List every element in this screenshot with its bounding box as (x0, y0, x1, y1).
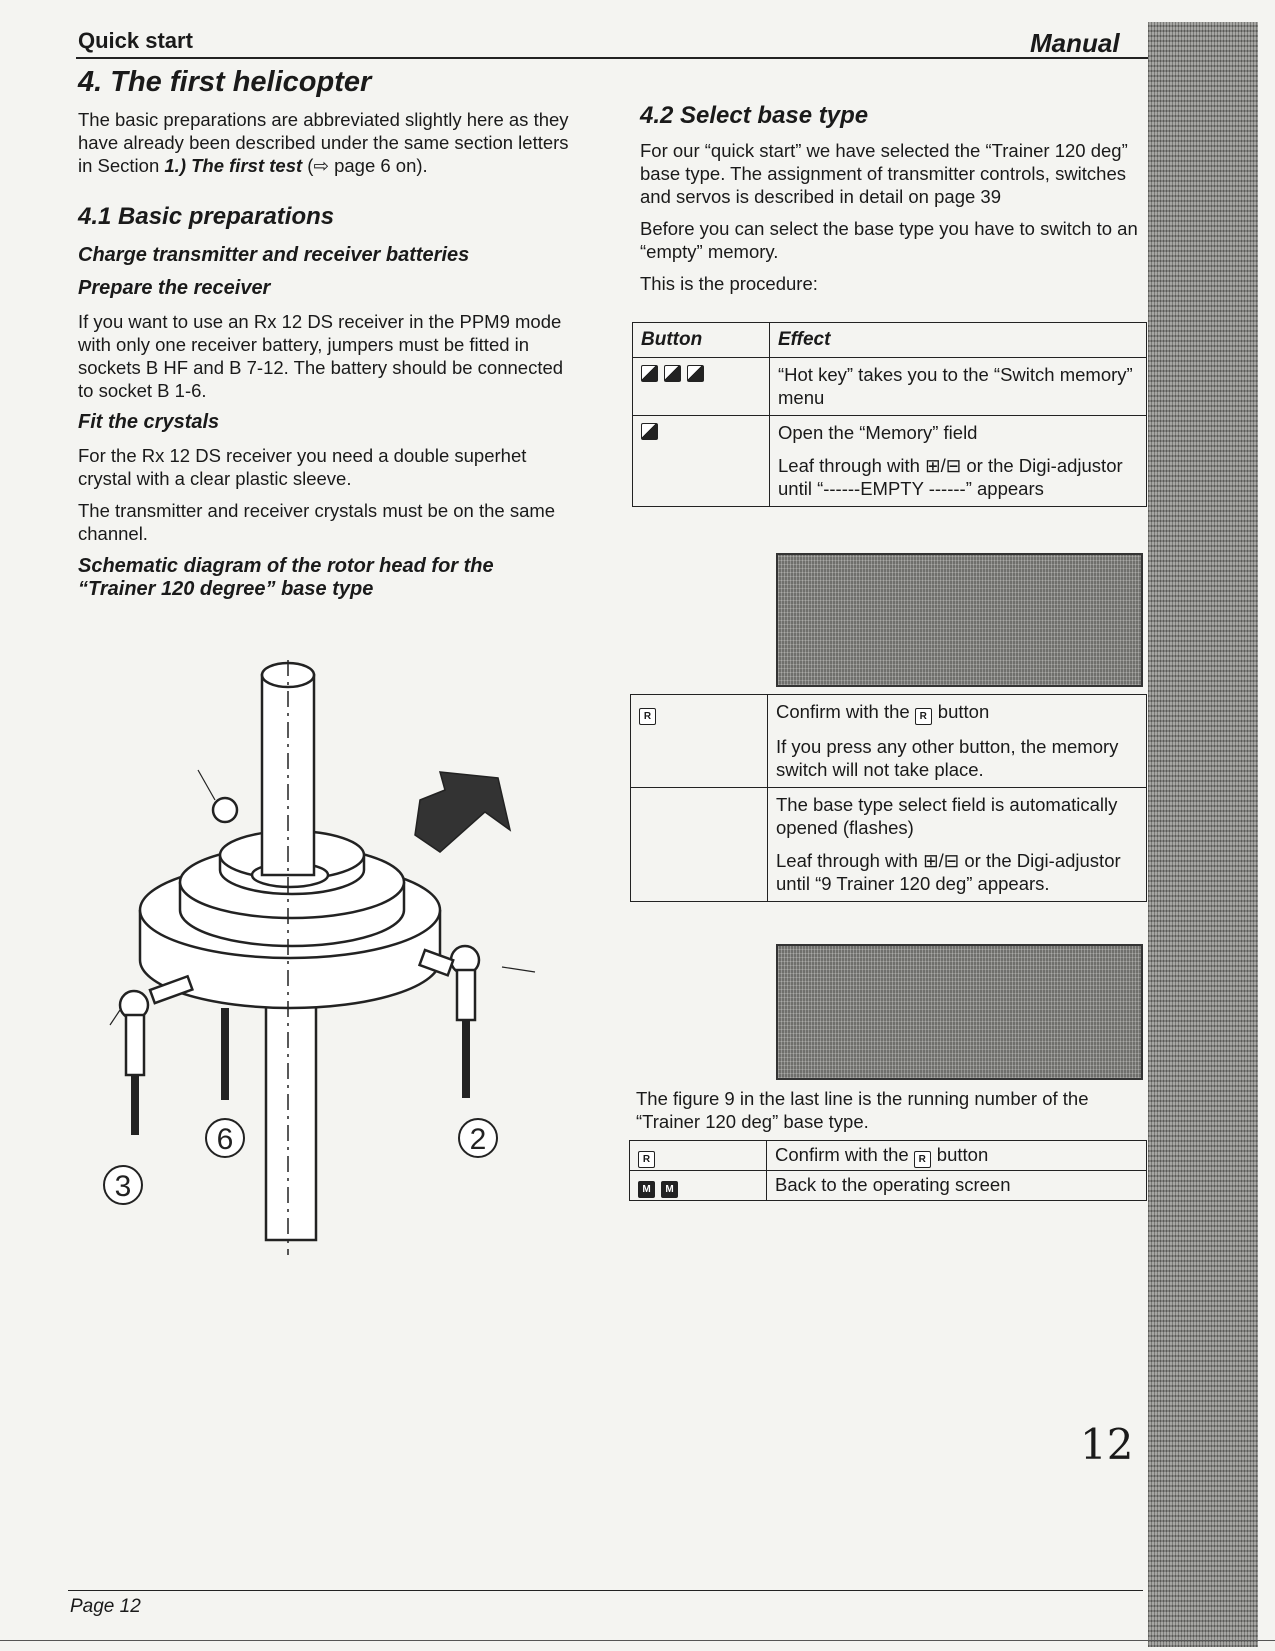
intro-text: The basic preparations are abbreviated slightly here as they have already been described under the same section letters in Section (78, 109, 569, 176)
heading-charge: Charge transmitter and receiver batteries (78, 244, 470, 266)
effect-confirm-2 (767, 1141, 1147, 1171)
effect-base-type-a: The base type select field is automatically opened (flashes) (776, 794, 1118, 838)
r-key-icon: R (638, 1151, 655, 1168)
col-header-button: Button (633, 323, 770, 358)
table-row (633, 416, 1147, 507)
label-3: 3 (114, 1170, 132, 1203)
header-section: Quick start (78, 28, 193, 53)
flight-direction-arrow (415, 772, 510, 852)
left-column (78, 108, 570, 611)
table-row (631, 788, 1147, 902)
keys-escape (630, 1171, 767, 1201)
page-title: 4. The first helicopter (78, 66, 372, 98)
procedure-table-2 (630, 694, 1147, 902)
select-p1: For our “quick start” we have selected the “Trainer 120 deg” base type. The assignment of transmitter controls, switches and servos is described in detail on page 39 (640, 140, 1128, 207)
effect-open-memory-b: Leaf through with ⊞/⊟ or the Digi-adjustor until “------EMPTY ------” appears (778, 455, 1123, 499)
lcd-screen-1 (776, 553, 1143, 687)
effect-open-memory (770, 416, 1147, 507)
table-row (633, 358, 1147, 416)
intro-tail: (⇨ page 6 on). (307, 155, 428, 176)
intro-paragraph (78, 108, 570, 177)
ball-link-rear (213, 798, 237, 822)
dark-key-icon (664, 365, 681, 382)
receiver-text: If you want to use an Rx 12 DS receiver in the PPM9 mode with only one receiver battery, jumpers must be fitted in sockets B HF and B 7-12. The battery should be connected to socket B 1-6. (78, 311, 564, 401)
crystals-text-2: The transmitter and receiver crystals must be on the same channel. (78, 500, 556, 544)
heading-receiver: Prepare the receiver (78, 277, 271, 299)
scan-bottom-edge (0, 1640, 1275, 1641)
effect-base-type (768, 788, 1147, 902)
crystals-text-1: For the Rx 12 DS receiver you need a double superhet crystal with a clear plastic sleeve. (78, 445, 527, 489)
dark-key-icon (641, 365, 658, 382)
r-key-icon: R (639, 708, 656, 725)
heading-crystals: Fit the crystals (78, 411, 220, 433)
label-6: 6 (216, 1123, 234, 1156)
lower-shaft (266, 990, 316, 1240)
keys-confirm-r (631, 695, 768, 788)
dark-key-icon (641, 423, 658, 440)
rotor-head-diagram (90, 660, 570, 1320)
scan-edge-shading (1148, 22, 1258, 1647)
procedure-table-1 (632, 322, 1147, 507)
effect-confirm-b: If you press any other button, the memory switch will not take place. (776, 736, 1119, 780)
m-key-icon: M (638, 1181, 655, 1198)
confirm-text-2: Confirm with the (775, 1144, 909, 1165)
r-key-icon: R (915, 708, 932, 725)
effect-confirm (768, 695, 1147, 788)
effect-open-memory-a: Open the “Memory” field (778, 422, 978, 443)
table-row (631, 695, 1147, 788)
effect-confirm-a (776, 700, 1138, 725)
table-row (630, 1141, 1147, 1171)
col-header-effect: Effect (770, 323, 1147, 358)
select-p2: Before you can select the base type you have to switch to an “empty” memory. (640, 218, 1138, 262)
heading-select-base-type: 4.2 Select base type (640, 102, 869, 129)
header-manual: Manual (1030, 28, 1120, 58)
running-number-note: The figure 9 in the last line is the running number of the “Trainer 120 deg” base type. (636, 1088, 1089, 1132)
table-row (630, 1171, 1147, 1201)
header-rule (76, 57, 1148, 59)
keys-empty (631, 788, 768, 902)
lcd-screen-2 (776, 944, 1143, 1080)
confirm-text: Confirm with the (776, 701, 910, 722)
keys-hotkey (633, 358, 770, 416)
keys-confirm-r-2 (630, 1141, 767, 1171)
effect-hotkey: “Hot key” takes you to the “Switch memory” menu (770, 358, 1147, 416)
intro-reference: 1.) The first test (164, 155, 303, 176)
footer-rule (68, 1590, 1143, 1591)
confirm-tail: button (937, 701, 990, 722)
effect-base-type-b: Leaf through with ⊞/⊟ or the Digi-adjustor until “9 Trainer 120 deg” appears. (776, 850, 1121, 894)
keys-open-memory (633, 416, 770, 507)
table-header-row (633, 323, 1147, 358)
confirm-tail-2: button (936, 1144, 989, 1165)
heading-basic-preparations: 4.1 Basic preparations (78, 203, 335, 230)
label-2: 2 (469, 1123, 487, 1156)
r-key-icon: R (914, 1151, 931, 1168)
page-number: Page 12 (70, 1596, 141, 1617)
dark-key-icon (687, 365, 704, 382)
effect-back: Back to the operating screen (767, 1171, 1147, 1201)
right-column (640, 104, 1145, 304)
procedure-table-3 (629, 1140, 1147, 1201)
heading-diagram: Schematic diagram of the rotor head for the “Trainer 120 degree” base type (78, 555, 494, 600)
handwritten-page-number: 12 (1080, 1420, 1134, 1469)
select-p3: This is the procedure: (640, 273, 818, 294)
m-key-icon: M (661, 1181, 678, 1198)
